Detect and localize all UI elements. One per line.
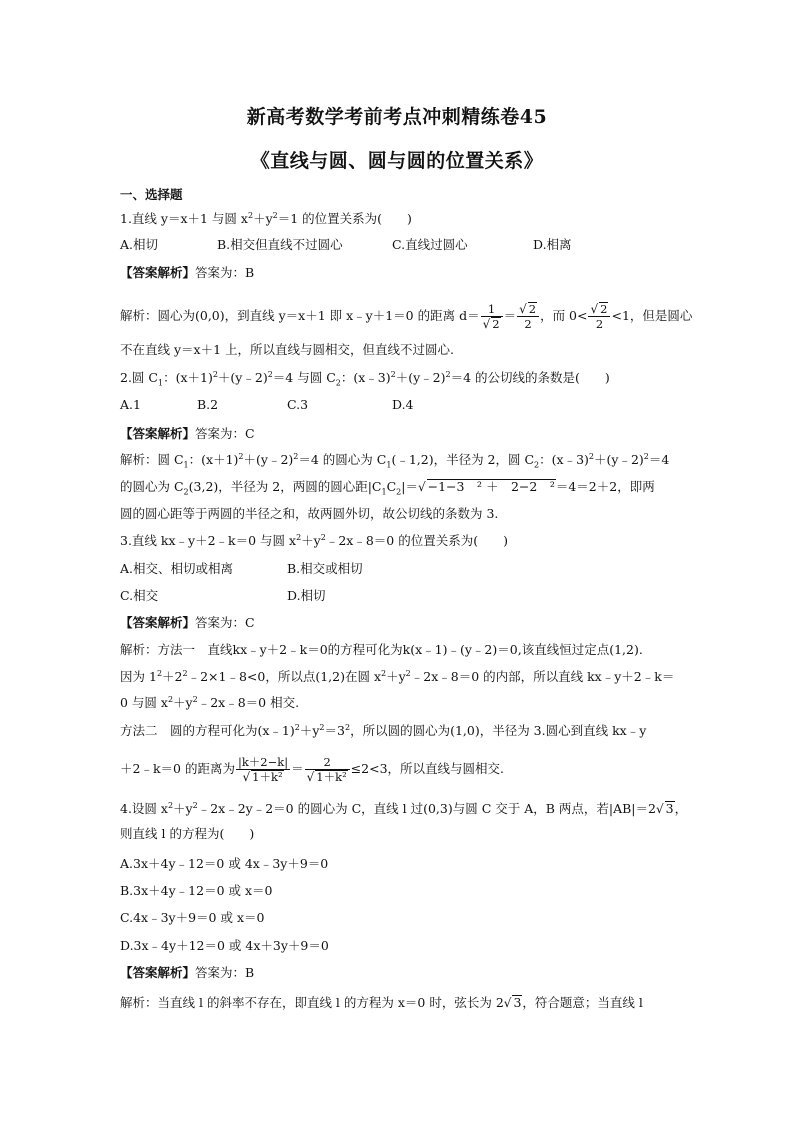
q4-option-c: C.4x﹣3y＋9＝0 或 x＝0 (120, 910, 265, 925)
q2-option-a: A.1 (120, 397, 141, 412)
q4-explanation-line1: 解析：当直线 l 的斜率不存在，即直线 l 的方程为 x＝0 时，弦长为 2√ 3，符合题意；当直线 l (120, 995, 643, 1010)
q3-explanation-line5: ＋2﹣k＝0 的距离为 $\frac{|k+2-k|}{\text{√ 1＋k²}}$ ＝ $\frac{2}{\text{√ 1＋k²}}$ ≤2<3，所以直线与圆相交. (120, 755, 505, 784)
q1-explanation-line2: 不在直线 y＝x＋1 上，所以直线与圆相交，但直线不过圆心. (120, 342, 454, 357)
q2-explanation-line3: 圆的圆心距等于两圆的半径之和，故两圆外切，故公切线的条数为 3. (120, 506, 499, 521)
q2-option-d: D.4 (392, 397, 414, 412)
fraction: $\frac{2}{\text{√ 1＋k²}}$ (305, 755, 350, 784)
q3-stem: 3.直线 kx﹣y＋2﹣k＝0 与圆 $x^2+y^2﹣2x﹣8=0$ 的位置关系为( ) (120, 532, 508, 548)
q3-option-c: C.相交 (120, 588, 159, 603)
q3-option-d: D.相切 (287, 588, 326, 603)
q3-explanation-line4: 方法二 圆的方程可化为$(x﹣1)^2+y^2=3^2$，所以圆的圆心为(1,0)，半径为 3.圆心到直线 kx﹣y (120, 722, 647, 738)
q4-stem-line2: 则直线 l 的方程为( ) (120, 826, 255, 841)
q1-answer: 【答案解析】答案为：B (120, 265, 255, 280)
q3-explanation-line1: 解析：方法一 直线kx﹣y＋2﹣k＝0的方程可化为k(x﹣1)﹣(y﹣2)＝0,该直线恒过定点(1,2). (120, 642, 643, 657)
section-heading: 一、选择题 (120, 187, 183, 202)
q3-option-a: A.相交、相切或相离 (120, 561, 234, 576)
q4-option-b: B.3x＋4y﹣12＝0 或 x＝0 (120, 883, 273, 898)
q2-explanation-line2: 的圆心为 $C_2(3,2)$，半径为 2，两圆的圆心距$|C_1C_2|=√-1-3$ ² ＋ 2−2 ²＝4＝2＋2，即两 (120, 479, 655, 497)
q1-stem: 1.直线 y＝x＋1 与圆 $x^2+y^2=1$ 的位置关系为( ) (120, 210, 412, 226)
q1-option-d: D.相离 (533, 237, 572, 252)
q2-explanation-line1: 解析：圆 $C_1$：$(x+1)^2+(y﹣2)^2=4$ 的圆心为 $C_1(﹣1,2)$，半径为 2，圆 $C_2$：(x﹣3)$^2$＋(y﹣2)$^2$＝4 (120, 451, 670, 470)
fraction: $\frac{√ 2}{2}$ (517, 302, 539, 331)
fraction: $\frac{|k+2-k|}{\text{√ 1＋k²}}$ (237, 755, 289, 784)
q4-option-d: D.3x﹣4y＋12＝0 或 4x＋3y＋9＝0 (120, 938, 329, 953)
q2-answer: 【答案解析】答案为：C (120, 426, 255, 441)
q3-explanation-line2: 因为 $1^2+2^2﹣2\times 1﹣8<0$，所以点(1,2)在圆 $x^2+y^2﹣2x﹣8=0$ 的内部，所以直线 kx﹣y＋2﹣k＝ (120, 668, 675, 684)
q1-option-c: C.直线过圆心 (392, 237, 468, 252)
q1-option-b: B.相交但直线不过圆心 (217, 237, 343, 252)
q3-answer: 【答案解析】答案为：C (120, 615, 255, 630)
page-subtitle: 《直线与圆、圆与圆的位置关系》 (250, 150, 544, 172)
fraction: $\frac{√ 2}{2}$ (588, 302, 610, 331)
q3-explanation-line3: 0 与圆 $x^2+y^2﹣2x﹣8=0$ 相交. (120, 694, 300, 710)
q4-stem-line1: 4.设圆 $x^2+y^2﹣2x﹣2y﹣2=0$ 的圆心为 C，直线 l 过(0,3)与圆 C 交于 A，B 两点，若|AB|＝2√ 3， (120, 800, 688, 816)
q4-answer: 【答案解析】答案为：B (120, 965, 255, 980)
q2-stem: 2.圆 $C_1$：$(x+1)^2+(y﹣2)^2=4$ 与圆 $C_2$：(x﹣3)$^2$＋(y﹣2)$^2$＝4 的公切线的条数是( ) (120, 369, 610, 388)
q2-option-c: C.3 (287, 397, 309, 412)
page-title: 新高考数学考前考点冲刺精练卷45 (246, 106, 548, 128)
q4-option-a: A.3x＋4y﹣12＝0 或 4x﹣3y＋9＝0 (120, 856, 329, 871)
q3-option-b: B.相交或相切 (287, 561, 363, 576)
q2-option-b: B.2 (197, 397, 219, 412)
q1-option-a: A.相切 (120, 237, 159, 252)
fraction: $\frac{1}{√ 2}$ (481, 302, 503, 331)
q1-explanation-line1: 解析：圆心为(0,0)，到直线 y＝x＋1 即 x﹣y＋1＝0 的距离 d＝ $\frac{1}{√ 2}$ ＝ $\frac{√ 2}{2}$ ，而 0< $\frac{√ 2}{2}$ <1，但是圆心 (120, 302, 693, 331)
